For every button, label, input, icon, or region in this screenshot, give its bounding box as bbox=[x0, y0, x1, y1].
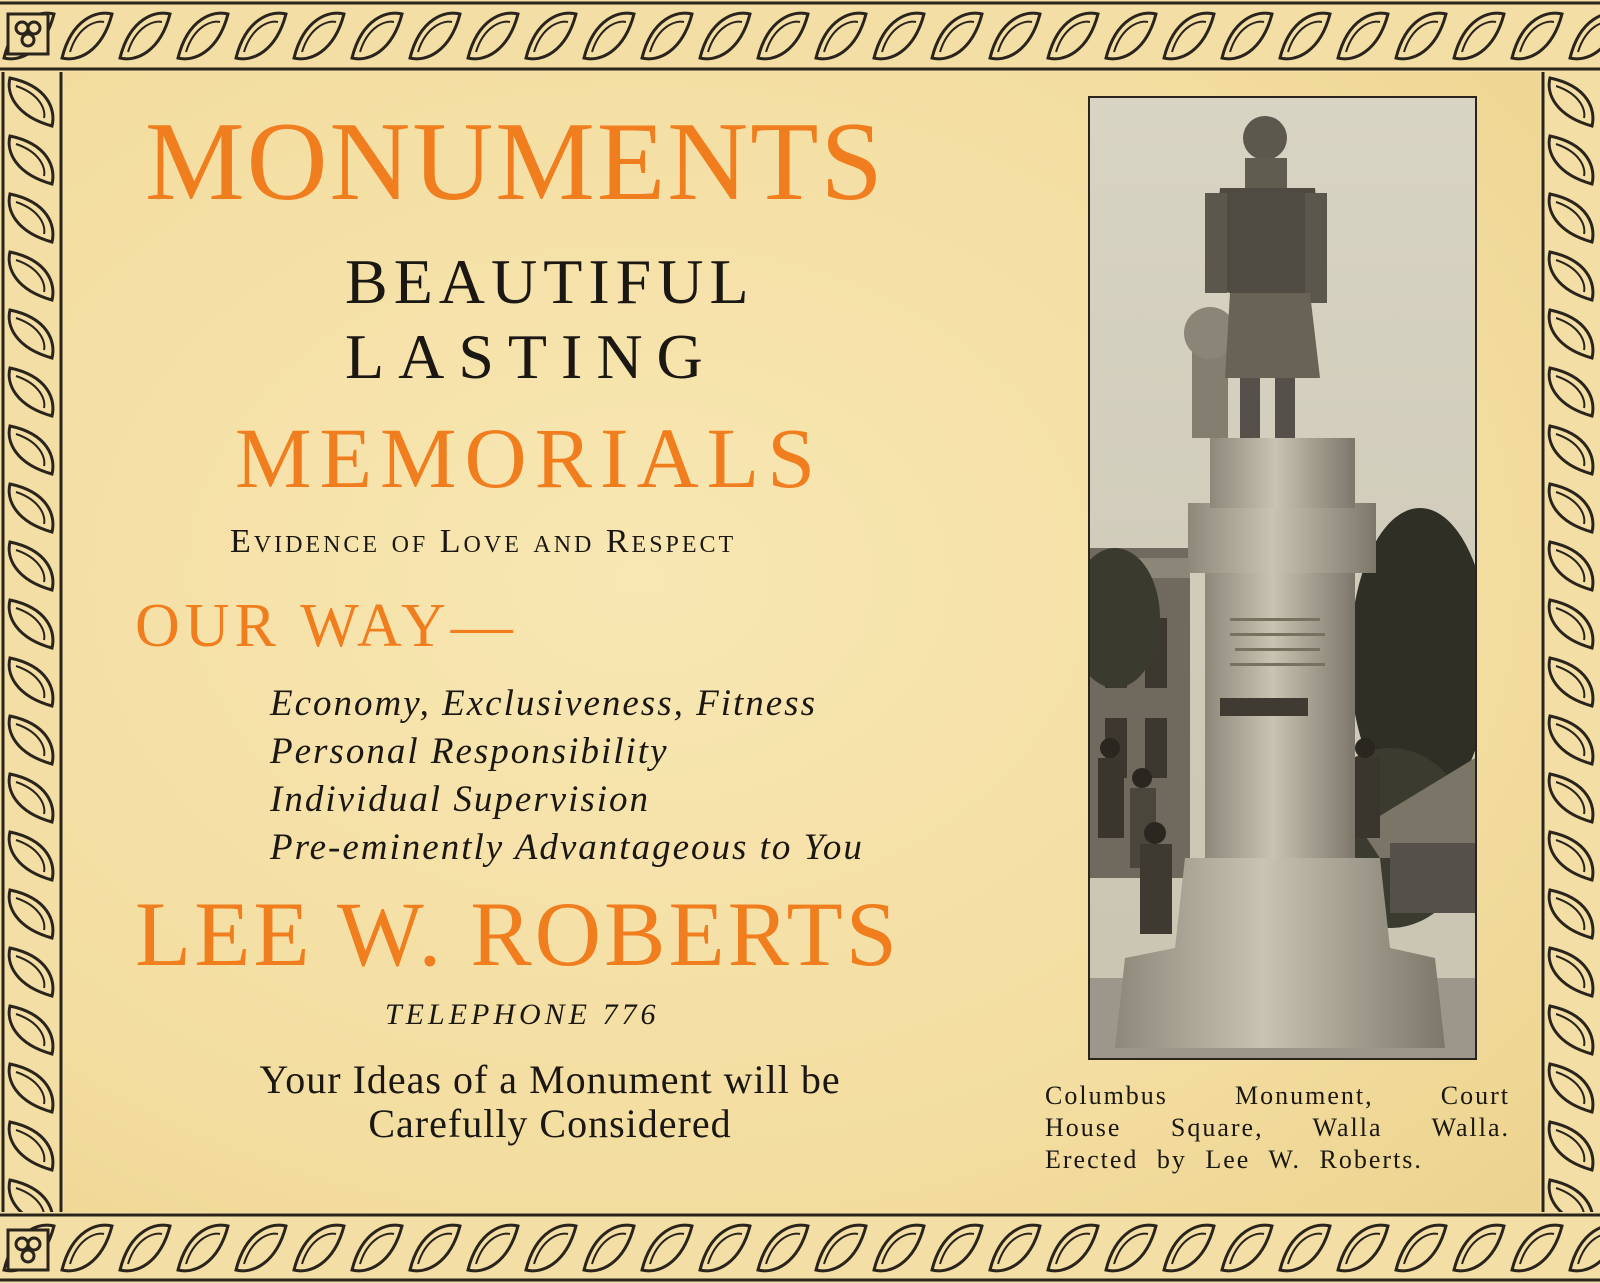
bottom-ornamental-border bbox=[0, 1212, 1600, 1283]
our-way-heading: OUR WAY— bbox=[135, 592, 518, 660]
tagline: Evidence of Love and Respect bbox=[230, 523, 737, 560]
closing-line: Your Ideas of a Monument will be bbox=[259, 1057, 841, 1102]
list-item: Individual Supervision bbox=[270, 779, 651, 820]
closing-statement bbox=[160, 1058, 940, 1146]
our-way-list bbox=[270, 680, 864, 872]
headline-memorials: MEMORIALS bbox=[235, 410, 824, 506]
headline-monuments: MONUMENTS bbox=[145, 100, 885, 224]
list-item: Pre-eminently Advantageous to You bbox=[270, 827, 864, 868]
business-name: LEE W. ROBERTS bbox=[135, 883, 900, 985]
corner-knot-icon bbox=[6, 12, 50, 56]
corner-knot-icon bbox=[6, 1228, 50, 1272]
list-item: Personal Responsibility bbox=[270, 731, 669, 772]
right-ornamental-border bbox=[1540, 72, 1600, 1212]
telephone-number: TELEPHONE 776 bbox=[385, 998, 660, 1031]
caption-line: House Square, Walla Walla. bbox=[1045, 1113, 1510, 1142]
list-item: Economy, Exclusiveness, Fitness bbox=[270, 683, 817, 724]
left-ornamental-border bbox=[0, 72, 64, 1212]
top-ornamental-border bbox=[0, 0, 1600, 72]
caption-line: Columbus Monument, Court bbox=[1045, 1081, 1510, 1110]
line-lasting: LASTING bbox=[345, 321, 717, 392]
monument-photograph bbox=[1088, 96, 1477, 1060]
line-beautiful: BEAUTIFUL bbox=[345, 246, 755, 317]
caption-line: Erected by Lee W. Roberts. bbox=[1045, 1145, 1423, 1174]
closing-line: Carefully Considered bbox=[368, 1101, 732, 1146]
photo-caption bbox=[1045, 1080, 1510, 1176]
